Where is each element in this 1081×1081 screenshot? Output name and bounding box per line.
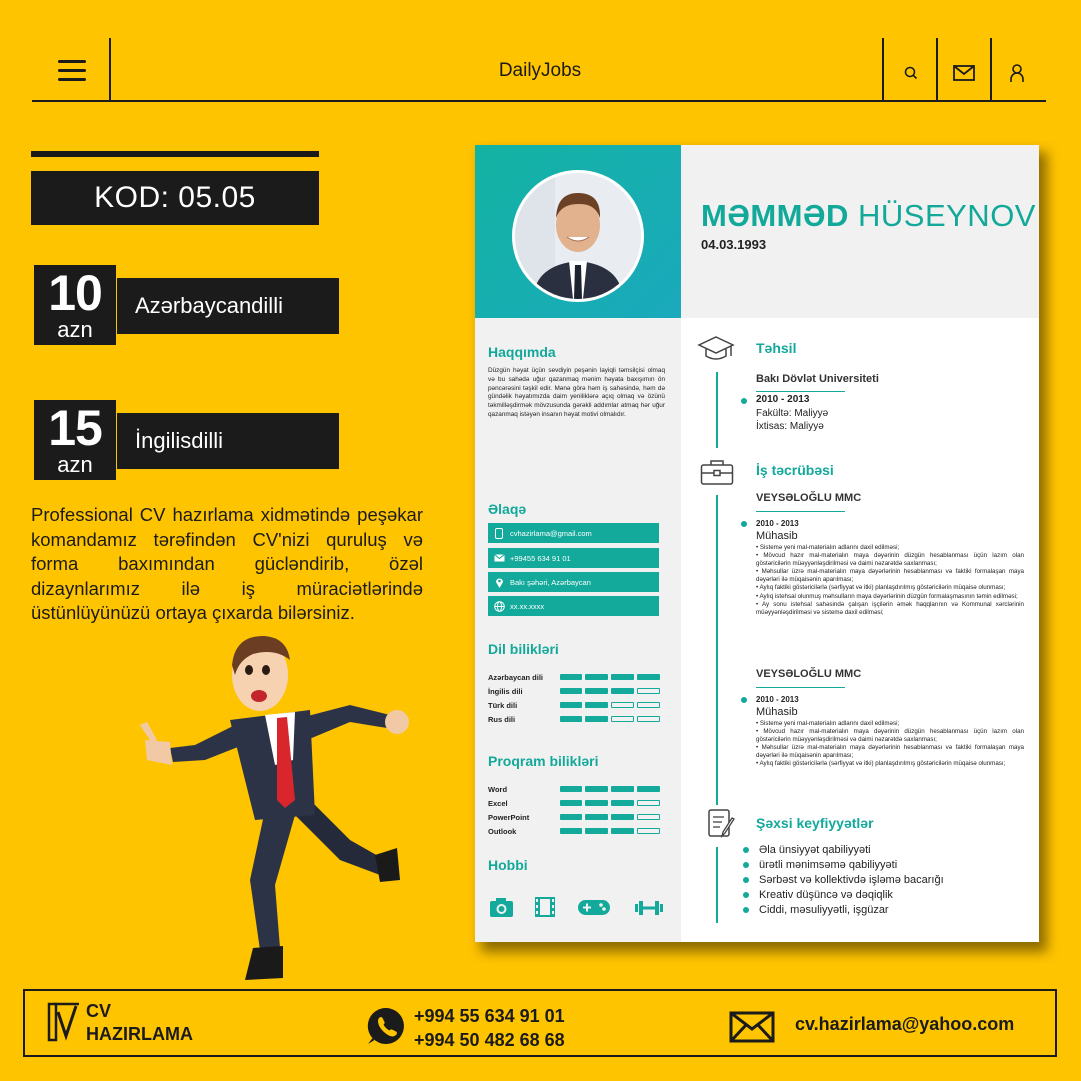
trait-text: ürətli mənimsəmə qabiliyyəti [759, 858, 898, 871]
contact-row [488, 523, 659, 543]
skill-level-segment [637, 814, 660, 820]
timeline-dot [741, 521, 747, 527]
timeline-line [716, 495, 718, 805]
skill-level-segment [611, 702, 634, 708]
bullet-dot [743, 847, 749, 853]
skill-name: PowerPoint [488, 812, 530, 822]
skill-name: Word [488, 784, 508, 794]
job-position: Mühasib [756, 530, 798, 542]
phone-number[interactable]: +994 55 634 91 01 [414, 1006, 565, 1026]
trait-item [743, 887, 944, 902]
skill-level-segment [637, 674, 660, 680]
skill-name: Türk dili [488, 700, 518, 710]
contact-row [488, 572, 659, 592]
skill-level-segment [637, 786, 660, 792]
skill-name: Excel [488, 798, 508, 808]
skill-level-segment [611, 828, 634, 834]
skill-level-segment [560, 674, 583, 680]
briefcase-icon [700, 458, 734, 486]
skill-level-segment [585, 688, 608, 694]
skill-name: Outlook [488, 826, 517, 836]
skill-level-segment [611, 688, 634, 694]
trait-item [743, 842, 944, 857]
skill-level-segment [637, 702, 660, 708]
price-amount: 15 [48, 400, 102, 456]
service-description: Professional CV hazırlama xidmətində peşəkar komandamız tərəfindən CV'nizi quruluş və forma baxımından gücləndirib, özəl dizaynlarımız ilə iş müraciətlərində üstünlüyünüzü ortaya çıxarda bilərsiniz. [31, 504, 423, 623]
job-company: VEYSƏLOĞLU MMC [756, 492, 862, 504]
logo-line: CV [86, 1001, 112, 1021]
brand-title: DailyJobs [498, 60, 582, 81]
skill-level-segment [585, 828, 608, 834]
price-label: Azərbaycandilli [117, 278, 339, 334]
contact-value: xx.xx.xxxx [510, 601, 545, 611]
skill-row [488, 713, 663, 725]
cv-last-name: HÜSEYNOV [858, 198, 1036, 233]
gamepad-icon [577, 899, 611, 916]
price-badge [34, 400, 116, 480]
skill-level-segment [560, 716, 583, 722]
globe-icon [488, 601, 510, 612]
envelope-icon [729, 1011, 775, 1043]
bullet-dot [743, 892, 749, 898]
education-school: Bakı Dövlət Universiteti [756, 373, 879, 385]
graduation-cap-icon [697, 335, 735, 365]
skill-level-segment [560, 688, 583, 694]
personal-title: Şəxsi keyfiyyətlər [756, 815, 874, 831]
nav-divider [109, 38, 111, 102]
price-label: İngilisdilli [117, 413, 339, 469]
experience-title: İş təcrübəsi [756, 462, 834, 478]
skill-row [488, 811, 663, 823]
logo-line: HAZIRLAMA [86, 1024, 193, 1044]
skill-level-segment [560, 786, 583, 792]
traits-list [743, 842, 944, 917]
price-unit: azn [57, 317, 93, 342]
camera-icon [489, 896, 514, 918]
skill-level-segment [637, 828, 660, 834]
skill-level-segment [611, 716, 634, 722]
education-faculty: Fakültə: Maliyyə [756, 408, 829, 419]
trait-text: Ciddi, məsuliyyətli, işgüzar [759, 903, 889, 916]
skill-level-segment [611, 814, 634, 820]
skill-level-segment [585, 674, 608, 680]
timeline-dot [741, 697, 747, 703]
skill-name: Rus dili [488, 714, 516, 724]
skill-level-segment [637, 716, 660, 722]
cv-name [701, 198, 1036, 234]
contact-value: cvhazirlama@gmail.com [510, 528, 592, 538]
envelope-icon [488, 554, 510, 562]
contact-row [488, 596, 659, 616]
nav-underline [32, 100, 1046, 102]
price-amount: 10 [48, 265, 102, 321]
skill-level-segment [560, 702, 583, 708]
bullet-dot [743, 907, 749, 913]
underline [756, 511, 845, 512]
cv-logo-icon [46, 1000, 82, 1044]
job-position: Mühasib [756, 706, 798, 718]
skill-row [488, 699, 663, 711]
skill-level-segment [611, 674, 634, 680]
phone-icon [488, 528, 510, 539]
user-icon[interactable] [990, 58, 1044, 88]
trait-item [743, 857, 944, 872]
cv-dob: 04.03.1993 [701, 237, 767, 252]
skill-level-segment [611, 800, 634, 806]
footer-phones [414, 1004, 565, 1052]
profile-photo [512, 170, 644, 302]
underline [756, 687, 845, 688]
timeline-dot [741, 398, 747, 404]
skill-level-segment [637, 800, 660, 806]
phone-number[interactable]: +994 50 482 68 68 [414, 1030, 565, 1050]
dumbbell-icon [634, 900, 664, 916]
job-duties: • Sistemə yeni mal-materialın adlarını daxil edilməsi; • Mövcud hazır mal-materialın maya dəyərinin düzgün hesablanması üçün lazım olan göstəricilərin müəyyənləşdirilməsi və daimi nəzarətdə saxlanması; • Məhsullar üzrə mal-materialın maya dəyərlərinin hesablanması və faktiki formalaşan maya dəyərləri ilə müqaisənin aparılması; • Aylıq faktiki göstəricilərlə (sərfiyyat və itki) planlaşdırılmış göstəricilərin müqaisə olunması; [756, 720, 1024, 768]
skill-name: İngilis dili [488, 686, 523, 696]
footer-logo-text [86, 1000, 193, 1046]
contact-value: +99455 634 91 01 [510, 553, 571, 563]
trait-text: Sərbəst və kollektivdə işləmə bacarığı [759, 873, 944, 886]
skill-level-segment [585, 716, 608, 722]
skill-level-segment [585, 800, 608, 806]
skill-row [488, 797, 663, 809]
trait-text: Kreativ düşüncə və dəqiqlik [759, 888, 893, 901]
program-title: Proqram bilikləri [488, 753, 599, 769]
film-icon [534, 896, 556, 918]
cv-preview-card [475, 145, 1039, 942]
contact-row [488, 548, 659, 568]
contact-value: Bakı şəhəri, Azərbaycan [510, 577, 591, 587]
businessman-illustration [135, 630, 420, 985]
timeline-line [716, 372, 718, 448]
contact-title: Əlaqə [488, 501, 527, 517]
job-company: VEYSƏLOĞLU MMC [756, 668, 862, 680]
footer-email[interactable]: cv.hazirlama@yahoo.com [795, 1014, 1015, 1034]
price-badge [34, 265, 116, 345]
skill-level-segment [560, 828, 583, 834]
hobby-title: Hobbi [488, 857, 528, 873]
cv-first-name: MƏMMƏD [701, 198, 849, 233]
skill-name: Azərbaycan dili [488, 672, 544, 682]
job-years: 2010 - 2013 [756, 519, 799, 528]
underline [756, 391, 845, 392]
location-icon [488, 577, 510, 588]
about-text: Düzgün həyat üçün sevdiyin peşənin layiqli təmsilçisi olmaq və bu sahədə uğur qazanmaq mənim həyata baxışımın ön pəncərəsini təşkil edir. Mənə görə həm iş sahəsində, həm də gündəlik həyatımızda daim yeniliklərə açıq olmaq və özünü təkmilləşdirmək mövzusunda gərəkli addımlar atmaq hər uğur qazanmaq istəyən insanın həyat motivi olmalıdır. [488, 367, 665, 418]
trait-item [743, 902, 944, 917]
mail-icon[interactable] [937, 58, 991, 88]
education-years: 2010 - 2013 [756, 394, 810, 405]
skill-level-segment [637, 688, 660, 694]
language-title: Dil bilikləri [488, 641, 559, 657]
skill-level-segment [585, 786, 608, 792]
skill-level-segment [560, 800, 583, 806]
menu-icon[interactable] [58, 60, 86, 82]
skill-row [488, 671, 663, 683]
job-duties: • Sistemə yeni mal-materialın adlarını daxil edilməsi; • Mövcud hazır mal-materialın maya dəyərinin düzgün hesablanması üçün lazım olan göstəricilərin müəyyənləşdirilməsi və daimi nəzarətdə saxlanması; • Məhsullar üzrə mal-materialın maya dəyərlərinin hesablanması və faktiki formalaşan maya dəyərləri ilə müqaisənin aparılması; • Aylıq faktiki göstəricilərlə (sərfiyyat və itki) planlaşdırılmış göstəricilərin müqaisə olunması; • Aylıq istehsal olunmuş məhsulların maya dəyərlərinin düzgün formalaşmasının təmin edilməsi; • Ay sonu istehsal sahəsində çalışan işçilərin əmək haqqlarının və Kommunal xərclərinin müəyyənləşdirilməsi və sistemə daxil edilməsi; [756, 544, 1024, 616]
whatsapp-icon[interactable] [366, 1006, 406, 1046]
job-years: 2010 - 2013 [756, 695, 799, 704]
bullet-dot [743, 877, 749, 883]
price-unit: azn [57, 452, 93, 477]
skill-level-segment [611, 786, 634, 792]
timeline-line [716, 847, 718, 923]
education-title: Təhsil [756, 340, 797, 356]
skill-row [488, 685, 663, 697]
skill-row [488, 783, 663, 795]
skill-row [488, 825, 663, 837]
decor-bar [31, 151, 319, 157]
trait-text: Əla ünsiyyət qabiliyyəti [759, 843, 871, 856]
education-specialty: İxtisas: Maliyyə [756, 421, 824, 432]
about-title: Haqqımda [488, 344, 556, 360]
trait-item [743, 872, 944, 887]
skill-level-segment [560, 814, 583, 820]
notepad-pen-icon [707, 807, 737, 839]
bullet-dot [743, 862, 749, 868]
skill-level-segment [585, 814, 608, 820]
skill-level-segment [585, 702, 608, 708]
product-code: KOD: 05.05 [31, 171, 319, 225]
search-icon[interactable] [884, 58, 938, 88]
